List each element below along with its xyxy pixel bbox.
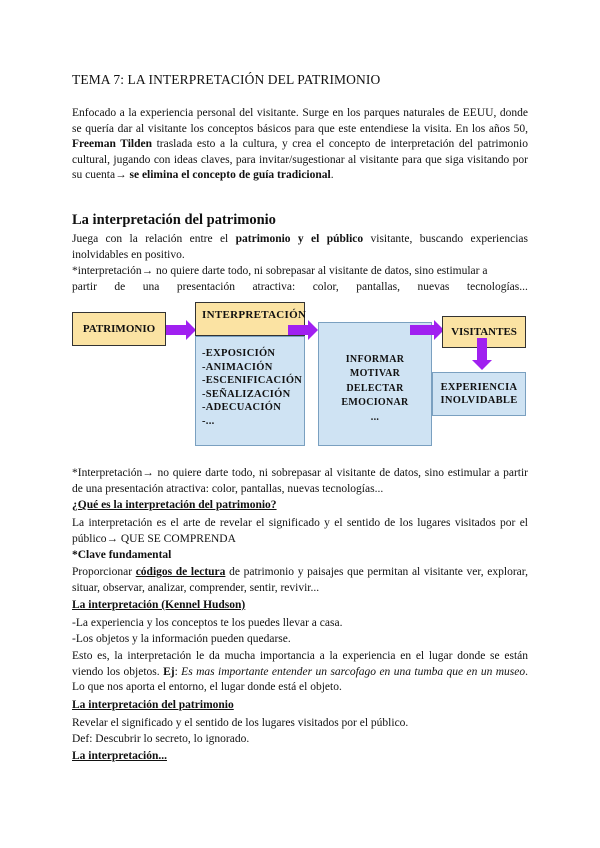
ej-italic: Es mas importante entender un sarcofago en una tumba que en un museo: [181, 665, 526, 678]
word: una: [142, 281, 160, 293]
word: pantallas,: [356, 281, 400, 293]
intro-bold-tilden: Freeman Tilden: [72, 138, 152, 151]
codigos-text-1: Proporcionar: [72, 566, 136, 578]
word: nuevas: [417, 281, 450, 293]
intro-paragraph: [72, 106, 528, 184]
question-heading: ¿Qué es la interpretación del patrimonio?: [72, 499, 277, 511]
experiencia-line-2: INOLVIDABLE: [440, 395, 518, 406]
word: color,: [312, 281, 339, 293]
experiencia-line-1: EXPERIENCIA: [440, 382, 518, 393]
visitantes-box: VISITANTES: [442, 316, 526, 348]
interpretation-note-line-2: [72, 280, 528, 296]
experiencia-text-2: :: [174, 665, 182, 678]
relation-paragraph: [72, 232, 528, 263]
goal-item: DELECTAR: [346, 382, 404, 394]
word: presentación: [176, 281, 235, 293]
last-heading: La interpretación...: [72, 750, 167, 762]
codigos-text-2: de patrimonio y paisajes que permitan al visitante ver, explorar, situar, observar, analizar, comprender, sentir, revivir...: [72, 566, 528, 594]
experiencia-paragraph: [72, 649, 528, 696]
kennel-hudson-heading: La interpretación (Kennel Hudson): [72, 599, 246, 611]
method-item: -EXPOSICIÓN: [202, 348, 276, 359]
section-heading: La interpretación del patrimonio: [72, 212, 276, 228]
goal-item: MOTIVAR: [349, 368, 401, 380]
interpretacion-methods-box: [195, 336, 305, 446]
relation-bold: patrimonio y el público: [235, 233, 364, 245]
codigos-paragraph: [72, 565, 528, 596]
kennel-hudson-line-1: -La experiencia y los conceptos te los puedes llevar a casa.: [72, 617, 343, 629]
patrimonio-line-2: Def: Descubrir lo secreto, lo ignorado.: [72, 733, 250, 745]
relation-text-1: Juega con la relación entre el: [72, 233, 236, 245]
interpretacion-box: INTERPRETACIÓN: [195, 302, 305, 336]
method-item: -...: [202, 415, 215, 427]
arrow-right-icon: [166, 325, 186, 335]
codigos-bold: códigos de lectura: [135, 566, 226, 578]
goals-list: [341, 353, 408, 425]
word: tecnologías...: [466, 281, 528, 293]
patrimonio-box: PATRIMONIO: [72, 312, 166, 346]
experiencia-text-1: Esto es, la interpretación le da mucha importancia a la experiencia en el lugar donde se están viendo los objetos.: [72, 650, 528, 678]
word: de: [114, 281, 126, 293]
document-title: TEMA 7: LA INTERPRETACIÓN DEL PATRIMONIO: [72, 72, 381, 87]
experiencia-box: [432, 372, 526, 416]
relation-text-2: visitante, buscando experiencias inolvidables en positivo.: [72, 233, 528, 261]
word: partir: [72, 281, 97, 293]
goal-item: INFORMAR: [345, 354, 405, 365]
intro-text-3: .: [330, 169, 334, 182]
goal-item: EMOCIONAR: [341, 397, 409, 409]
clave-label: *Clave fundamental: [72, 549, 172, 561]
kennel-hudson-line-2: -Los objetos y la información pueden quedarse.: [72, 633, 291, 645]
ej-bold: Ej: [163, 665, 175, 678]
intro-bold-guia: se elimina el concepto de guía tradicional: [129, 169, 331, 182]
interpretation-note-line-1: *interpretación→ no quiere darte todo, ni sobrepasar al visitante de datos, sino estimular a: [72, 265, 488, 277]
method-item: -ESCENIFICACIÓN: [202, 375, 303, 387]
method-item: -ANIMACIÓN: [202, 361, 273, 373]
arrow-right-icon: [288, 325, 308, 335]
goals-box: [318, 322, 432, 446]
intro-text-1: Enfocado a la experiencia personal del visitante. Surge en los parques naturales de EEUU, donde se quería dar al visitante los conceptos básicos para que este entendiese la visita. En los años 50,: [72, 107, 528, 135]
patrimonio-line-1: Revelar el significado y el sentido de los lugares visitados por el público.: [72, 717, 409, 729]
word: atractiva:: [252, 281, 296, 293]
question-answer: La interpretación es el arte de revelar el significado y el sentido de los lugares visitados por el público→ QUE SE COMPRENDA: [72, 517, 528, 545]
intro-text-2: traslada esto a la cultura, y crea el concepto de interpretación del patrimonio cultural, jugando con ideas claves, para invitar/sugestionar al visitante para que siga visitando por su cuenta→: [72, 138, 528, 182]
experiencia-text-3: . Lo que nos aporta el entorno, el lugar donde está el objeto.: [72, 665, 528, 694]
arrow-down-icon: [477, 338, 487, 360]
method-item: -ADECUACIÓN: [202, 402, 282, 414]
methods-list: [202, 347, 304, 429]
patrimonio-heading: La interpretación del patrimonio: [72, 699, 234, 711]
arrow-right-icon: [410, 325, 434, 335]
method-item: -SEÑALIZACIÓN: [202, 388, 291, 400]
goal-item: ...: [370, 411, 380, 423]
interpretation-note-paragraph: *Interpretación→ no quiere darte todo, ni sobrepasar al visitante de datos, sino estimular a partir de una presentación atractiva: color, pantallas, nuevas tecnologías...: [72, 467, 528, 495]
